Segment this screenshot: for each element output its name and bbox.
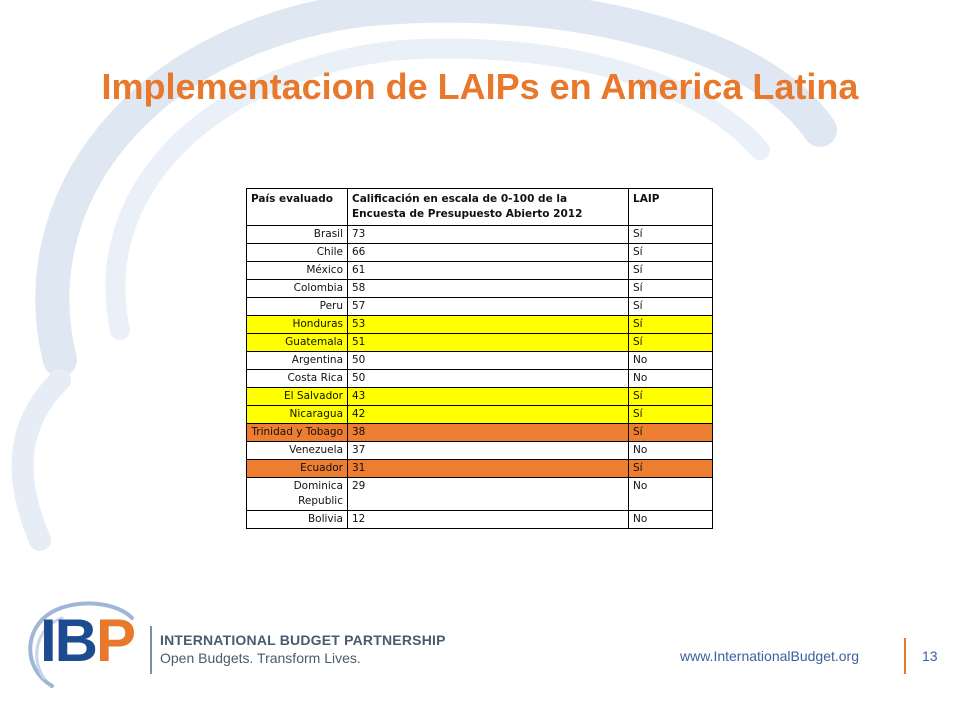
cell-score: 58 [348,280,629,298]
cell-laip: No [629,442,713,460]
cell-laip: Sí [629,406,713,424]
laip-table [246,188,713,529]
cell-country: Costa Rica [247,370,348,388]
table-row [247,460,713,478]
table-row [247,478,713,511]
slide-title: Implementacion de LAIPs en America Latina [101,66,859,107]
cell-score: 73 [348,226,629,244]
cell-laip: Sí [629,316,713,334]
logo-letter-b: B [54,607,97,674]
cell-score: 43 [348,388,629,406]
cell-laip: Sí [629,298,713,316]
table-row [247,280,713,298]
cell-country: Ecuador [247,460,348,478]
cell-laip: Sí [629,388,713,406]
cell-score: 31 [348,460,629,478]
cell-laip: Sí [629,262,713,280]
header-laip: LAIP [629,189,713,226]
cell-country: Bolivia [247,511,348,529]
cell-score: 57 [348,298,629,316]
ibp-logo-letters [40,606,134,675]
cell-country: Dominica Republic [247,478,348,511]
table-row [247,511,713,529]
table-row [247,244,713,262]
table-row [247,388,713,406]
table-row [247,298,713,316]
cell-laip: Sí [629,424,713,442]
cell-laip: Sí [629,334,713,352]
cell-score: 38 [348,424,629,442]
cell-country: Argentina [247,352,348,370]
table-row [247,370,713,388]
table-body [247,226,713,529]
table-row [247,316,713,334]
logo-letter-i: I [40,607,55,674]
cell-laip: No [629,511,713,529]
cell-country: Colombia [247,280,348,298]
cell-country: México [247,262,348,280]
footer-divider [904,638,906,674]
cell-score: 42 [348,406,629,424]
cell-country: Trinidad y Tobago [247,424,348,442]
cell-country: Honduras [247,316,348,334]
table-row [247,424,713,442]
page-number: 13 [922,648,938,664]
cell-country: Brasil [247,226,348,244]
header-score: Calificación en escala de 0-100 de la Encuesta de Presupuesto Abierto 2012 [348,189,629,226]
table-header-row [247,189,713,226]
cell-score: 29 [348,478,629,511]
cell-laip: No [629,478,713,511]
header-country: País evaluado [247,189,348,226]
cell-score: 61 [348,262,629,280]
cell-score: 12 [348,511,629,529]
footer-url-link[interactable]: www.InternationalBudget.org [680,648,859,664]
table-row [247,442,713,460]
table-row [247,226,713,244]
table-row [247,262,713,280]
logo-divider [150,626,152,674]
cell-laip: No [629,352,713,370]
table-row [247,406,713,424]
table-row [247,334,713,352]
cell-laip: Sí [629,244,713,262]
table-row [247,352,713,370]
brand-tagline: Open Budgets. Transform Lives. [160,650,361,666]
cell-score: 50 [348,370,629,388]
cell-score: 51 [348,334,629,352]
cell-laip: No [629,370,713,388]
cell-score: 53 [348,316,629,334]
cell-score: 66 [348,244,629,262]
cell-country: Peru [247,298,348,316]
cell-score: 37 [348,442,629,460]
cell-laip: Sí [629,226,713,244]
logo-letter-p: P [96,607,135,674]
cell-country: Nicaragua [247,406,348,424]
cell-laip: Sí [629,460,713,478]
cell-score: 50 [348,352,629,370]
cell-country: Venezuela [247,442,348,460]
cell-country: Guatemala [247,334,348,352]
cell-country: El Salvador [247,388,348,406]
cell-laip: Sí [629,280,713,298]
cell-country: Chile [247,244,348,262]
brand-name: INTERNATIONAL BUDGET PARTNERSHIP [160,632,446,648]
